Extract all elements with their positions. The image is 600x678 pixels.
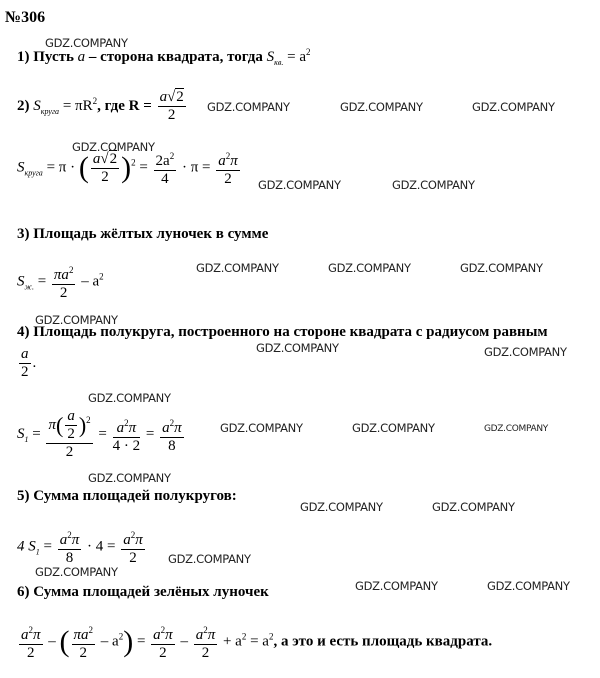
- step-4b-eq: =: [28, 425, 45, 442]
- step-4b-rparen: ): [78, 412, 87, 438]
- step-3: 3) Площадь жёлтых луночек в сумме: [17, 226, 269, 242]
- step-1: [17, 47, 311, 67]
- step-2b-lparen: (: [78, 151, 89, 184]
- step-2b-f3-den: 2: [224, 171, 232, 187]
- step-4b-frac3: [160, 415, 184, 455]
- step-2b-eq: = π ·: [42, 159, 79, 176]
- step-6b-f1-exp: 2: [28, 625, 33, 635]
- step-1-eq: = a: [283, 49, 306, 65]
- step-6b-frac3: [151, 622, 175, 662]
- step-6b-frac1: [19, 622, 43, 662]
- step-2-S: S: [33, 97, 41, 114]
- step-4b: [17, 408, 186, 461]
- step-6b-eq: =: [133, 633, 150, 650]
- step-3b-frac: [52, 262, 76, 302]
- watermark: GDZ.COMPANY: [432, 500, 515, 514]
- step-5b-f2-den: 2: [129, 550, 137, 566]
- step-4b-f2-den: 4 · 2: [112, 437, 141, 454]
- watermark: GDZ.COMPANY: [487, 579, 570, 593]
- step-6b-f3-num: a: [153, 627, 161, 643]
- step-4-radius: [17, 346, 36, 381]
- step-6b-exp3: 2: [118, 631, 124, 642]
- step-4b-f2-num: a: [116, 419, 125, 436]
- step-2b: [17, 148, 242, 188]
- watermark: GDZ.COMPANY: [472, 100, 555, 114]
- step-6b-eq2: = a: [246, 633, 269, 650]
- problem-number: №306: [5, 9, 46, 26]
- step-4b-inner-frac: [65, 408, 77, 443]
- step-2-num-a: a: [159, 89, 168, 105]
- step-4-dot: .: [32, 354, 37, 371]
- step-5b-f1-den: 8: [65, 550, 74, 566]
- step-6b-exp5: 2: [268, 631, 274, 642]
- step-6b-minus2: – a: [97, 633, 119, 650]
- watermark: GDZ.COMPANY: [35, 313, 118, 327]
- step-5b: [17, 527, 147, 567]
- step-4b-frac1: [46, 408, 92, 461]
- step-4b-f2-exp: 2: [124, 417, 129, 428]
- step-2b-sub: круга: [24, 168, 43, 178]
- step-3b-eq: =: [33, 273, 50, 290]
- step-3b-den: 2: [59, 285, 68, 301]
- step-2b-S: S: [17, 159, 25, 176]
- step-6b-tail: , а это и есть площадь квадрата.: [273, 633, 493, 650]
- step-2b-f2-den: 4: [161, 171, 169, 187]
- watermark: GDZ.COMPANY: [196, 261, 279, 275]
- step-5b-f2-exp: 2: [130, 530, 136, 540]
- step-2-eq: = πR: [59, 97, 93, 114]
- step-4b-f3-exp: 2: [169, 417, 175, 428]
- watermark: GDZ.COMPANY: [88, 391, 171, 405]
- step-6b-f4-den: 2: [201, 645, 210, 661]
- step-2-fraction: $\frac{a√2}{2}$: [159, 89, 184, 123]
- step-2b-den: 2: [101, 168, 109, 185]
- step-6b-plus: + a: [219, 633, 242, 650]
- step-5b-f1-exp: 2: [67, 530, 72, 540]
- step-3b-sub: ж.: [24, 282, 34, 292]
- step-2b-frac2: [154, 148, 177, 188]
- step-4b-sub: 1: [24, 434, 29, 444]
- step-1-text: – сторона квадрата, тогда: [85, 49, 267, 65]
- step-5b-eq: =: [39, 538, 56, 555]
- step-6b-f1-num: a: [21, 627, 29, 643]
- step-6b-f4-pi: π: [207, 627, 216, 643]
- watermark: GDZ.COMPANY: [88, 471, 171, 485]
- step-4b-den: 2: [65, 444, 74, 460]
- step-4b-f3-pi: π: [174, 419, 182, 436]
- step-6b-f1-den: 2: [27, 645, 35, 661]
- step-4-frac: [19, 346, 31, 381]
- step-5b-f1-num: a: [59, 532, 68, 548]
- step-5b-mult: · 4 =: [83, 538, 120, 555]
- watermark: GDZ.COMPANY: [300, 500, 383, 514]
- step-6b-f2-exp: 2: [88, 625, 94, 635]
- step-4b-eq3: =: [142, 425, 159, 442]
- step-2-where: , где R =: [97, 97, 156, 114]
- step-4b-inner-den: 2: [67, 426, 75, 442]
- step-2b-f3-exp: 2: [225, 151, 231, 161]
- watermark: GDZ.COMPANY: [328, 261, 411, 275]
- step-6b-frac2: [72, 622, 96, 662]
- step-4b-S: S: [17, 425, 25, 442]
- step-5b-sub: 1: [35, 547, 40, 557]
- step-2b-f2-num: 2a: [155, 153, 170, 169]
- watermark: GDZ.COMPANY: [484, 424, 549, 434]
- step-2b-mult: · π =: [178, 159, 215, 176]
- step-5b-f2-num: a: [123, 532, 131, 548]
- watermark: GDZ.COMPANY: [460, 261, 543, 275]
- step-5b-f2-pi: π: [135, 532, 143, 548]
- step-4b-inner-num: a: [67, 408, 75, 424]
- step-4b-pi: π: [48, 416, 56, 433]
- watermark: GDZ.COMPANY: [35, 565, 118, 579]
- step-6b-lparen: (: [59, 625, 70, 658]
- step-6b-f2-num: πa: [73, 627, 89, 643]
- step-6b-f4-exp: 2: [203, 625, 208, 635]
- step-4: 4) Площадь полукруга, построенного на стороне квадрата с радиусом равным: [17, 324, 548, 340]
- step-2: [17, 89, 188, 124]
- step-6b-f3-exp: 2: [160, 625, 166, 635]
- step-3b-minus: – a: [77, 273, 100, 290]
- step-5: 5) Сумма площадей полукругов:: [17, 488, 237, 504]
- step-2-exp: 2: [92, 95, 98, 106]
- watermark: GDZ.COMPANY: [484, 345, 567, 359]
- watermark: GDZ.COMPANY: [220, 421, 303, 435]
- step-4b-lparen: (: [55, 412, 64, 438]
- step-3b: [17, 262, 104, 302]
- step-3b-exp: 2: [68, 265, 74, 275]
- step-5b-frac1: [58, 527, 82, 567]
- step-2b-frac3: [216, 148, 240, 188]
- step-5b-pre: 4 S: [17, 538, 36, 555]
- watermark: GDZ.COMPANY: [45, 36, 128, 50]
- step-6b-f1-pi: π: [33, 627, 41, 643]
- step-2b-rparen: ): [121, 151, 132, 184]
- step-6b-f4-num: a: [195, 627, 204, 643]
- step-6b-minus3: –: [176, 633, 192, 650]
- watermark: GDZ.COMPANY: [256, 341, 339, 355]
- step-2b-num-a: a: [92, 150, 101, 167]
- step-2b-f2-exp: 2: [169, 151, 175, 161]
- step-5b-f1-pi: π: [71, 532, 80, 548]
- step-6b-f3-pi: π: [165, 627, 173, 643]
- step-5b-frac2: [121, 527, 145, 567]
- step-1-label: 1) Пусть: [17, 49, 78, 65]
- step-1-sub: кв.: [274, 58, 284, 67]
- step-4b-f3-den: 8: [168, 437, 176, 454]
- step-3b-num: πa: [53, 267, 69, 283]
- step-3b-S: S: [17, 273, 25, 290]
- step-2-num-root: 2: [176, 89, 184, 105]
- step-4b-f2-pi: π: [128, 419, 137, 436]
- step-6b-minus: –: [44, 633, 60, 650]
- watermark: GDZ.COMPANY: [207, 100, 290, 114]
- step-2b-num-root: 2: [109, 150, 118, 167]
- watermark: GDZ.COMPANY: [168, 552, 251, 566]
- watermark: GDZ.COMPANY: [392, 178, 475, 192]
- watermark: GDZ.COMPANY: [340, 100, 423, 114]
- step-6b-f2-den: 2: [79, 645, 88, 661]
- step-4b-f3-num: a: [162, 419, 170, 436]
- step-6b: [17, 622, 492, 662]
- step-6b-frac4: [194, 622, 218, 662]
- step-6b-f3-den: 2: [159, 645, 167, 661]
- step-6b-exp4: 2: [241, 631, 247, 642]
- watermark: GDZ.COMPANY: [352, 421, 435, 435]
- step-2-label: 2): [17, 97, 34, 114]
- step-4-num: a: [21, 346, 29, 362]
- step-2b-f3-pi: π: [230, 153, 238, 169]
- watermark: GDZ.COMPANY: [72, 140, 155, 154]
- watermark: GDZ.COMPANY: [355, 579, 438, 593]
- step-2b-exp: 2: [131, 157, 136, 168]
- step-2b-f3-num: a: [218, 153, 226, 169]
- step-1-exp: 2: [306, 47, 311, 57]
- watermark: GDZ.COMPANY: [258, 178, 341, 192]
- step-2-sub: круга: [40, 106, 60, 116]
- step-4b-exp: 2: [86, 414, 91, 425]
- step-4-den: 2: [21, 364, 29, 380]
- step-6b-rparen: ): [123, 625, 134, 658]
- step-2b-eq2: =: [135, 159, 152, 176]
- step-2-den: 2: [167, 107, 176, 123]
- step-1-var: a: [77, 49, 86, 65]
- step-4b-eq2: =: [94, 425, 111, 442]
- step-6: 6) Сумма площадей зелёных луночек: [17, 584, 269, 600]
- step-4b-frac2: [113, 415, 141, 455]
- step-2b-frac1: $\frac{a√2}{2}$: [92, 150, 118, 185]
- step-3b-exp2: 2: [99, 271, 104, 282]
- step-1-S: S: [266, 49, 275, 65]
